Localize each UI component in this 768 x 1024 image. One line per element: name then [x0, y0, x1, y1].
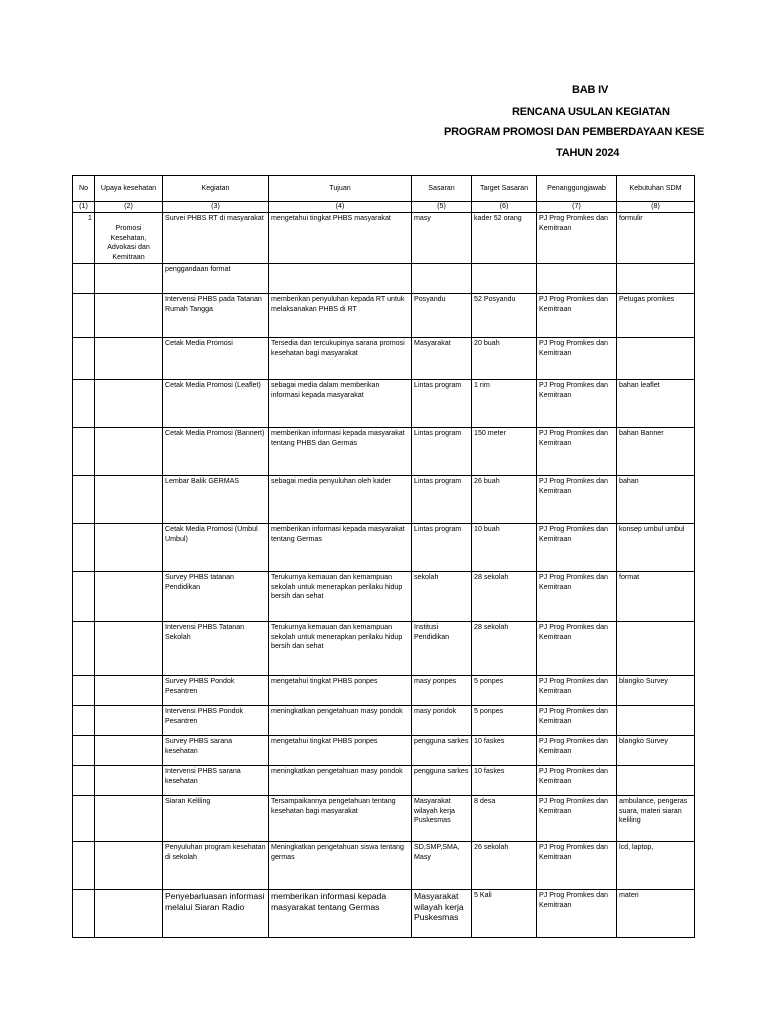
- upaya-cell: [95, 766, 163, 796]
- sdm-cell: bahan: [617, 476, 695, 524]
- target-cell: 52 Posyandu: [472, 294, 537, 338]
- table-row: [73, 428, 695, 476]
- target-cell: 8 desa: [472, 796, 537, 842]
- sasaran-cell: sekolah: [412, 572, 472, 622]
- tujuan-cell: mengetahui tingkat PHBS masyarakat: [269, 213, 412, 264]
- chapter-label: BAB IV: [572, 84, 609, 96]
- table-row: [73, 294, 695, 338]
- sasaran-cell: Masyarakat: [412, 338, 472, 380]
- col-number: (2): [95, 202, 163, 213]
- tujuan-cell: Tersampaikannya pengetahuan tentang kesehatan bagi masyarakat: [269, 796, 412, 842]
- tujuan-cell: Tersedia dan tercukupinya sarana promosi kesehatan bagi masyarakat: [269, 338, 412, 380]
- pj-cell: PJ Prog Promkes dan Kemitraan: [537, 338, 617, 380]
- sasaran-cell: Masyarakat wilayah kerja Puskesmas: [412, 796, 472, 842]
- target-cell: 20 buah: [472, 338, 537, 380]
- target-cell: kader 52 orang: [472, 213, 537, 264]
- sdm-cell: blangko Survey: [617, 736, 695, 766]
- table-row: [73, 766, 695, 796]
- kegiatan-cell: Survey PHBS sarana kesehatan: [163, 736, 269, 766]
- upaya-cell: [95, 428, 163, 476]
- table-row: [73, 572, 695, 622]
- target-cell: 28 sekolah: [472, 622, 537, 676]
- pj-cell: PJ Prog Promkes dan Kemitraan: [537, 213, 617, 264]
- program-title: PROGRAM PROMOSI DAN PEMBERDAYAAN KESE: [444, 126, 705, 138]
- sasaran-cell: Lintas program: [412, 524, 472, 572]
- table-row: [73, 338, 695, 380]
- tujuan-cell: [269, 264, 412, 294]
- table-row: [73, 842, 695, 890]
- kegiatan-cell: Cetak Media Promosi (Umbul Umbul): [163, 524, 269, 572]
- col-number: (3): [163, 202, 269, 213]
- tujuan-cell: mengetahui tingkat PHBS ponpes: [269, 676, 412, 706]
- upaya-cell: [95, 706, 163, 736]
- upaya-cell: [95, 524, 163, 572]
- tujuan-cell: memberikan penyuluhan kepada RT untuk melaksanakan PHBS di RT: [269, 294, 412, 338]
- upaya-cell: [95, 890, 163, 938]
- sasaran-cell: Lintas program: [412, 380, 472, 428]
- target-cell: 10 buah: [472, 524, 537, 572]
- col-header-no: No: [73, 176, 95, 202]
- column-number-row: [73, 202, 695, 213]
- table-row: [73, 264, 695, 294]
- document-title: RENCANA USULAN KEGIATAN: [512, 106, 670, 118]
- table-row: [73, 796, 695, 842]
- col-number: (4): [269, 202, 412, 213]
- table-body: [73, 213, 695, 938]
- row-number-cell: [73, 676, 95, 706]
- col-header-upaya: Upaya kesehatan: [95, 176, 163, 202]
- sdm-cell: [617, 338, 695, 380]
- tujuan-cell: meningkatkan pengetahuan masy pondok: [269, 706, 412, 736]
- target-cell: 10 faskes: [472, 766, 537, 796]
- tujuan-cell: memberikan informasi kepada masyarakat tentang Germas: [269, 890, 412, 938]
- sdm-cell: format: [617, 572, 695, 622]
- target-cell: 150 meter: [472, 428, 537, 476]
- table-row: [73, 622, 695, 676]
- target-cell: 5 Kali: [472, 890, 537, 938]
- tujuan-cell: Terukurnya kemauan dan kemampuan sekolah untuk menerapkan perilaku hidup bersih dan sehat: [269, 622, 412, 676]
- col-header-sasaran: Sasaran: [412, 176, 472, 202]
- col-number: (7): [537, 202, 617, 213]
- pj-cell: PJ Prog Promkes dan Kemitraan: [537, 476, 617, 524]
- upaya-cell: [95, 380, 163, 428]
- table-row: [73, 524, 695, 572]
- row-number-cell: [73, 572, 95, 622]
- pj-cell: PJ Prog Promkes dan Kemitraan: [537, 676, 617, 706]
- sdm-cell: ambulance, pengeras suara, materi siaran keliling: [617, 796, 695, 842]
- row-number-cell: [73, 766, 95, 796]
- tujuan-cell: Meningkatkan pengetahuan siswa tentang germas: [269, 842, 412, 890]
- pj-cell: [537, 264, 617, 294]
- row-number-cell: [73, 338, 95, 380]
- kegiatan-cell: penggandaan format: [163, 264, 269, 294]
- col-number: (6): [472, 202, 537, 213]
- kegiatan-cell: Intervensi PHBS pada Tatanan Rumah Tangga: [163, 294, 269, 338]
- sasaran-cell: pengguna sarkes: [412, 766, 472, 796]
- sdm-cell: formulir: [617, 213, 695, 264]
- tujuan-cell: meningkatkan pengetahuan masy pondok: [269, 766, 412, 796]
- target-cell: 26 sekolah: [472, 842, 537, 890]
- sdm-cell: Petugas promkes: [617, 294, 695, 338]
- pj-cell: PJ Prog Promkes dan Kemitraan: [537, 622, 617, 676]
- sdm-cell: [617, 264, 695, 294]
- kegiatan-cell: Cetak Media Promosi (Bannert): [163, 428, 269, 476]
- row-number-cell: [73, 796, 95, 842]
- sasaran-cell: Masyarakat wilayah kerja Puskesmas: [412, 890, 472, 938]
- sdm-cell: [617, 766, 695, 796]
- row-number-cell: [73, 706, 95, 736]
- table-row: [73, 676, 695, 706]
- tujuan-cell: sebagai media penyuluhan oleh kader: [269, 476, 412, 524]
- upaya-cell: [95, 622, 163, 676]
- upaya-cell: [95, 213, 163, 264]
- table-row: [73, 380, 695, 428]
- pj-cell: PJ Prog Promkes dan Kemitraan: [537, 428, 617, 476]
- row-number-cell: 1: [73, 213, 95, 264]
- upaya-cell: [95, 338, 163, 380]
- activity-plan-table: [72, 175, 695, 938]
- kegiatan-cell: Survei PHBS RT di masyarakat: [163, 213, 269, 264]
- upaya-cell: [95, 796, 163, 842]
- target-cell: 26 buah: [472, 476, 537, 524]
- header-row: [73, 176, 695, 202]
- sasaran-cell: [412, 264, 472, 294]
- sasaran-cell: Institusi Pendidikan: [412, 622, 472, 676]
- kegiatan-cell: Cetak Media Promosi (Leaflet): [163, 380, 269, 428]
- target-cell: 1 rim: [472, 380, 537, 428]
- pj-cell: PJ Prog Promkes dan Kemitraan: [537, 524, 617, 572]
- upaya-cell: [95, 842, 163, 890]
- sasaran-cell: Posyandu: [412, 294, 472, 338]
- sasaran-cell: masy ponpes: [412, 676, 472, 706]
- upaya-cell: [95, 264, 163, 294]
- kegiatan-cell: Survey PHBS tatanan Pendidikan: [163, 572, 269, 622]
- target-cell: 5 ponpes: [472, 676, 537, 706]
- kegiatan-cell: Siaran Keliling: [163, 796, 269, 842]
- col-number: (1): [73, 202, 95, 213]
- row-number-cell: [73, 380, 95, 428]
- kegiatan-cell: Intervensi PHBS Pondok Pesantren: [163, 706, 269, 736]
- pj-cell: PJ Prog Promkes dan Kemitraan: [537, 736, 617, 766]
- col-header-kegiatan: Kegiatan: [163, 176, 269, 202]
- kegiatan-cell: Penyebarluasan informasi melalui Siaran Radio: [163, 890, 269, 938]
- pj-cell: PJ Prog Promkes dan Kemitraan: [537, 766, 617, 796]
- kegiatan-cell: Intervensi PHBS sarana kesehatan: [163, 766, 269, 796]
- row-number-cell: [73, 294, 95, 338]
- tujuan-cell: mengetahui tingkat PHBS ponpes: [269, 736, 412, 766]
- pj-cell: PJ Prog Promkes dan Kemitraan: [537, 294, 617, 338]
- pj-cell: PJ Prog Promkes dan Kemitraan: [537, 890, 617, 938]
- row-number-cell: [73, 622, 95, 676]
- upaya-cell: [95, 476, 163, 524]
- table-row: [73, 736, 695, 766]
- target-cell: 5 ponpes: [472, 706, 537, 736]
- table-row: [73, 213, 695, 264]
- sasaran-cell: Lintas program: [412, 476, 472, 524]
- upaya-cell: [95, 294, 163, 338]
- pj-cell: PJ Prog Promkes dan Kemitraan: [537, 572, 617, 622]
- year-label: TAHUN 2024: [556, 147, 620, 159]
- tujuan-cell: memberikan informasi kepada masyarakat tentang PHBS dan Germas: [269, 428, 412, 476]
- sdm-cell: lcd, laptop,: [617, 842, 695, 890]
- upaya-label: Promosi Kesehatan, Advokasi dan Kemitraan: [107, 224, 150, 261]
- row-number-cell: [73, 476, 95, 524]
- row-number-cell: [73, 890, 95, 938]
- sasaran-cell: masy: [412, 213, 472, 264]
- row-number-cell: [73, 264, 95, 294]
- upaya-cell: [95, 572, 163, 622]
- sasaran-cell: pengguna sarkes: [412, 736, 472, 766]
- table-row: [73, 890, 695, 938]
- col-number: (5): [412, 202, 472, 213]
- sasaran-cell: Lintas program: [412, 428, 472, 476]
- table-row: [73, 706, 695, 736]
- kegiatan-cell: Survey PHBS Pondok Pesantren: [163, 676, 269, 706]
- tujuan-cell: memberikan informasi kepada masyarakat tentang Germas: [269, 524, 412, 572]
- sdm-cell: materi: [617, 890, 695, 938]
- col-header-sdm: Kebutuhan SDM: [617, 176, 695, 202]
- upaya-cell: [95, 736, 163, 766]
- row-number-cell: [73, 736, 95, 766]
- sdm-cell: [617, 622, 695, 676]
- target-cell: 28 sekolah: [472, 572, 537, 622]
- tujuan-cell: Terukurnya kemauan dan kemampuan sekolah untuk menerapkan perilaku hidup bersih dan sehat: [269, 572, 412, 622]
- sdm-cell: bahan leaflet: [617, 380, 695, 428]
- target-cell: 10 faskes: [472, 736, 537, 766]
- kegiatan-cell: Lembar Balik GERMAS: [163, 476, 269, 524]
- col-number: (8): [617, 202, 695, 213]
- target-cell: [472, 264, 537, 294]
- row-number-cell: [73, 842, 95, 890]
- sdm-cell: blangko Survey: [617, 676, 695, 706]
- pj-cell: PJ Prog Promkes dan Kemitraan: [537, 380, 617, 428]
- kegiatan-cell: Intervensi PHBS Tatanan Sekolah: [163, 622, 269, 676]
- sdm-cell: [617, 706, 695, 736]
- upaya-cell: [95, 676, 163, 706]
- sasaran-cell: masy pondok: [412, 706, 472, 736]
- sdm-cell: bahan Banner: [617, 428, 695, 476]
- table-row: [73, 476, 695, 524]
- row-number-cell: [73, 524, 95, 572]
- pj-cell: PJ Prog Promkes dan Kemitraan: [537, 796, 617, 842]
- col-header-pj: Penanggungjawab: [537, 176, 617, 202]
- tujuan-cell: sebagai media dalam memberikan informasi kepada masyarakat: [269, 380, 412, 428]
- kegiatan-cell: Penyuluhan program kesehatan di sekolah: [163, 842, 269, 890]
- row-number-cell: [73, 428, 95, 476]
- pj-cell: PJ Prog Promkes dan Kemitraan: [537, 842, 617, 890]
- col-header-tujuan: Tujuan: [269, 176, 412, 202]
- sdm-cell: konsep umbul umbul: [617, 524, 695, 572]
- sasaran-cell: SD,SMP,SMA, Masy: [412, 842, 472, 890]
- pj-cell: PJ Prog Promkes dan Kemitraan: [537, 706, 617, 736]
- col-header-target: Target Sasaran: [472, 176, 537, 202]
- kegiatan-cell: Cetak Media Promosi: [163, 338, 269, 380]
